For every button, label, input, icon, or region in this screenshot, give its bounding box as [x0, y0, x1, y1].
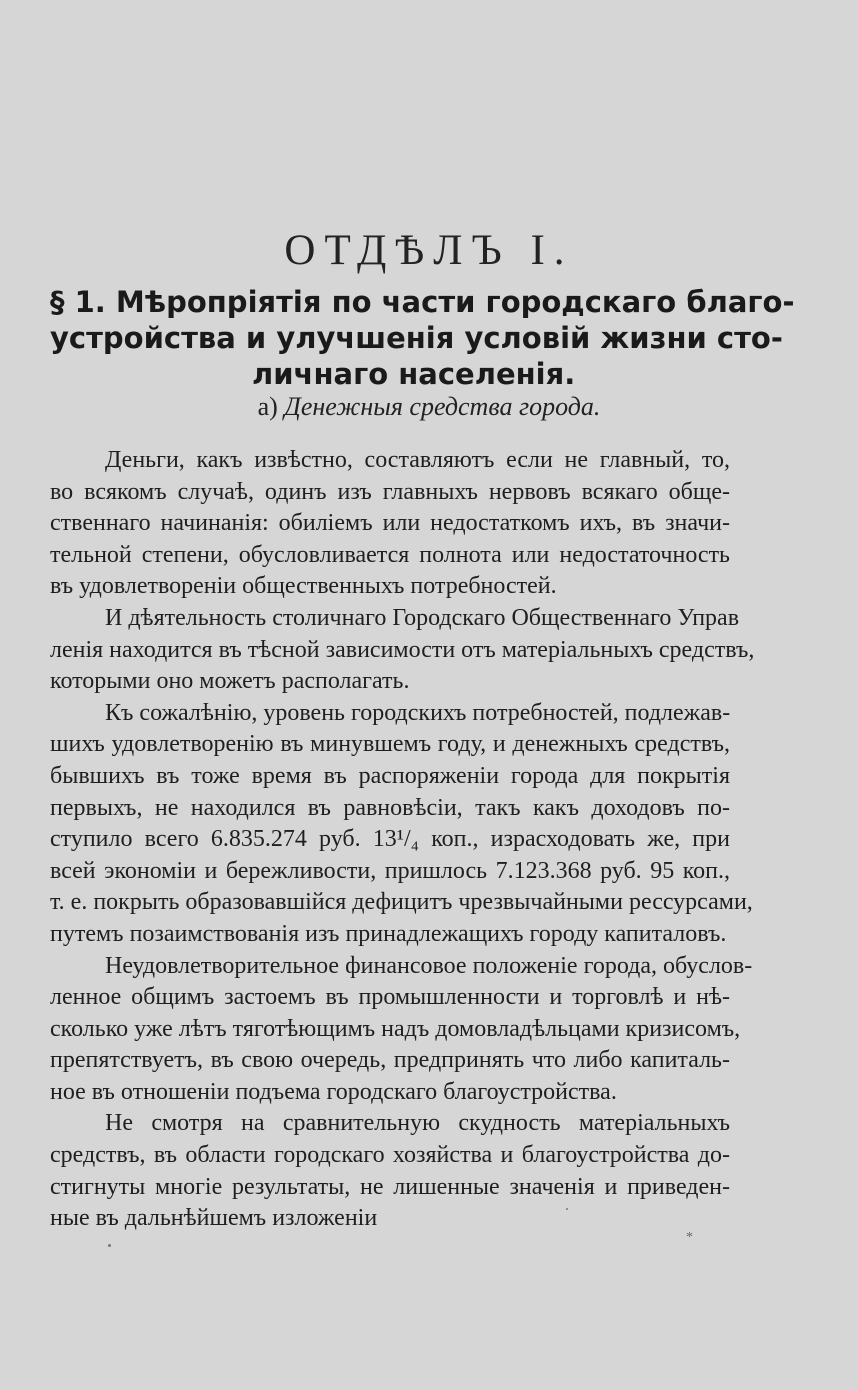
text-line: средствъ, въ области городскаго хозяйства и благоустройства до- — [50, 1142, 730, 1169]
text-line: Неудовлетворительное финансовое положеніе города, обуслов- — [105, 952, 753, 979]
subheading-text: Денежныя средства города. — [284, 392, 601, 421]
text-line: бывшихъ въ тоже время въ распоряженіи города для покрытія — [50, 762, 730, 789]
text-line: И дѣятельность столичнаго Городскаго Общественнаго Управ — [105, 604, 740, 631]
text-line: стигнуты многіе результаты, не лишенные значенія и приведен- — [50, 1173, 730, 1200]
text-line: всей экономіи и бережливости, пришлось 7.123.368 руб. 95 коп., — [50, 857, 730, 884]
text-line: ленное общимъ застоемъ въ промышленности и торговлѣ и нѣ- — [50, 984, 730, 1011]
section-title: ОТДѢЛЪ I. — [284, 227, 574, 274]
text-line: первыхъ, не находился въ равновѣсіи, такъ какъ доходовъ по- — [50, 794, 730, 821]
text-line: Къ сожалѣнію, уровень городскихъ потребностей, подлежав- — [105, 699, 731, 726]
text-line: ступило всего 6.835.274 руб. 13¹/₄ коп., израсходовать же, при — [50, 826, 730, 853]
subheading-letter: а) — [257, 392, 278, 421]
text-line: путемъ позаимствованія изъ принадлежащихъ городу капиталовъ. — [50, 920, 727, 947]
paragraph-heading — [50, 284, 795, 392]
text-line: ственнаго начинанія: обиліемъ или недостаткомъ ихъ, въ значи- — [50, 510, 730, 537]
text-line: въ удовлетвореніи общественныхъ потребностей. — [50, 573, 557, 600]
text-line: препятствуетъ, въ свою очередь, предпринять что либо капиталь- — [50, 1047, 730, 1074]
body-text — [50, 445, 755, 1235]
text-line: тельной степени, обусловливается полнота или недостаточность — [50, 541, 730, 568]
paper-speck — [108, 1244, 111, 1247]
text-line: ное въ отношеніи подъема городскаго благоустройства. — [50, 1078, 617, 1105]
heading-line: § 1. Мѣропріятія по части городскаго благо- — [50, 285, 795, 319]
text-line: сколько уже лѣтъ тяготѣющимъ надъ домовладѣльцами кризисомъ, — [50, 1015, 741, 1042]
text-line: Не смотря на сравнительную скудность матеріальныхъ — [105, 1110, 730, 1137]
heading-line: личнаго населенія. — [252, 357, 576, 391]
paper-speck — [566, 1208, 568, 1210]
text-line: ленія находится въ тѣсной зависимости отъ матеріальныхъ средствъ, — [50, 636, 755, 663]
text-line: ные въ дальнѣйшемъ изложеніи — [50, 1205, 378, 1232]
text-line: которыми оно можетъ располагать. — [50, 668, 410, 695]
heading-line: устройства и улучшенія условій жизни сто- — [50, 321, 783, 355]
text-line: во всякомъ случаѣ, одинъ изъ главныхъ нервовъ всякаго обще- — [50, 478, 730, 505]
text-line: шихъ удовлетворенію въ минувшемъ году, и денежныхъ средствъ, — [50, 731, 730, 758]
subheading — [0, 392, 858, 422]
page-mark: * — [686, 1230, 693, 1245]
text-line: Деньги, какъ извѣстно, составляютъ если не главный, то, — [105, 447, 730, 473]
text-line: т. е. покрыть образовавшійся дефицитъ чрезвычайными рессурсами, — [50, 889, 753, 916]
